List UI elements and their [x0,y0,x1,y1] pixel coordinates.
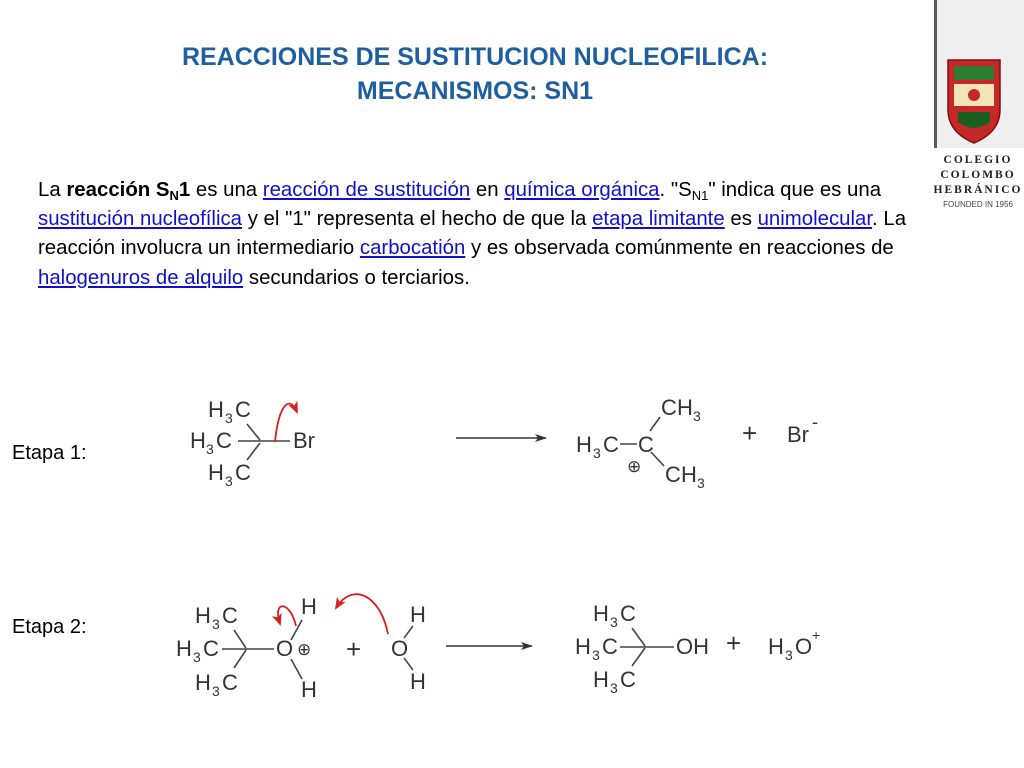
atom-h: H [195,603,211,628]
bonds-tert-butanol [620,628,674,666]
positive-charge: ⊕ [297,640,312,659]
title-line2: MECANISMOS: SN1 [356,77,594,105]
subscript-3: 3 [693,408,701,424]
subscript: N1 [691,188,709,203]
atom-o: O [391,636,409,661]
text: es una [190,179,263,201]
logo-line2: COLOMBO [940,169,1016,181]
logo-founded: FOUNDED IN 1956 [943,200,1013,209]
atom-c: C [222,603,238,628]
atom-o: O [276,636,294,661]
plus-sign: + [726,628,742,658]
text: La [38,179,67,201]
subscript-3: 3 [697,475,705,491]
atom-o: O [795,634,813,659]
logo-line1: COLEGIO [943,154,1013,166]
subscript-3: 3 [592,647,600,663]
positive-charge: ⊕ [627,457,642,476]
molecule-water [391,602,426,694]
atom-h: H [190,428,206,453]
text: reacción S [66,179,170,201]
text: y el "1" representa el hecho de que la [242,208,593,231]
subscript-3: 3 [212,616,220,632]
link-reaccion-sustitucion[interactable]: reacción de sustitución [262,179,471,201]
atom-h: H [593,601,609,626]
link-halogenuros-alquilo[interactable]: halogenuros de alquilo [38,266,244,289]
red-curved-arrow [336,594,388,634]
atom-c: C [661,395,677,420]
atom-h: H [410,669,426,694]
subscript-3: 3 [610,614,618,630]
atom-h: H [301,594,317,619]
atom-h: H [681,462,697,487]
link-etapa-limitante[interactable]: etapa limitante [592,208,725,231]
hydronium-ion [768,627,820,663]
positive-charge: + [812,627,821,643]
atom-h: H [176,636,192,661]
link-unimolecular[interactable]: unimolecular [757,208,873,231]
subscript-3: 3 [610,680,618,696]
subscript-3: 3 [212,683,220,699]
atom-h: H [301,677,317,702]
atom-br: Br [293,428,315,453]
atom-h: H [768,634,784,659]
text: secundarios o terciarios. [243,266,470,289]
subscript-3: 3 [225,410,233,426]
text: es [724,208,758,231]
atom-c: C [216,428,232,453]
atom-h: H [195,670,211,695]
atom-c: C [602,634,618,659]
atom-c: C [235,460,251,485]
bonds-tert-butyl-bromide [238,424,290,460]
link-carbocation[interactable]: carbocatión [359,237,466,260]
subscript-3: 3 [206,441,214,457]
title-line1: REACCIONES DE SUSTITUCION NUCLEOFILICA: [181,43,769,71]
atom-c: C [203,636,219,661]
atom-h: H [576,432,592,457]
molecule-oxonium [176,594,317,702]
molecule-carbocation [576,395,705,491]
atom-c: C [665,462,681,487]
atom-h: H [593,667,609,692]
negative-charge: - [812,412,818,432]
atom-c: C [638,432,654,457]
atom-c: C [603,432,619,457]
atom-oh: OH [676,634,709,659]
text: y es observada comúnmente en reacciones de [465,237,894,260]
text: en [470,179,505,201]
atom-c: C [620,667,636,692]
text: 1 [178,179,191,201]
plus-sign: + [346,634,362,664]
text: " indica que es una [708,179,882,201]
text: . La reacción involucra un intermediario [38,208,907,260]
atom-c: C [222,670,238,695]
red-curved-arrow [278,606,296,626]
bromide-ion: Br [787,422,809,447]
subscript-3: 3 [593,445,601,461]
atom-h: H [410,602,426,627]
atom-c: C [235,397,251,422]
subscript-3: 3 [785,647,793,663]
atom-h: H [677,395,693,420]
subscript-3: 3 [193,649,201,665]
stage1-label: Etapa 1: [12,442,87,464]
atom-h: H [208,397,224,422]
atom-h: H [575,634,591,659]
atom-h: H [208,460,224,485]
atom-c: C [620,601,636,626]
subscript: N [169,188,179,203]
logo-line3: HEBRÁNICO [934,184,1023,196]
plus-sign: + [742,418,758,448]
stage2-label: Etapa 2: [12,616,87,638]
molecule-tert-butanol [575,601,709,696]
link-quimica-organica[interactable]: química orgánica [504,179,660,201]
subscript-3: 3 [225,473,233,489]
text: . "S [659,179,692,201]
link-sustitucion-nucleofilica[interactable]: sustitución nucleofílica [38,208,243,231]
